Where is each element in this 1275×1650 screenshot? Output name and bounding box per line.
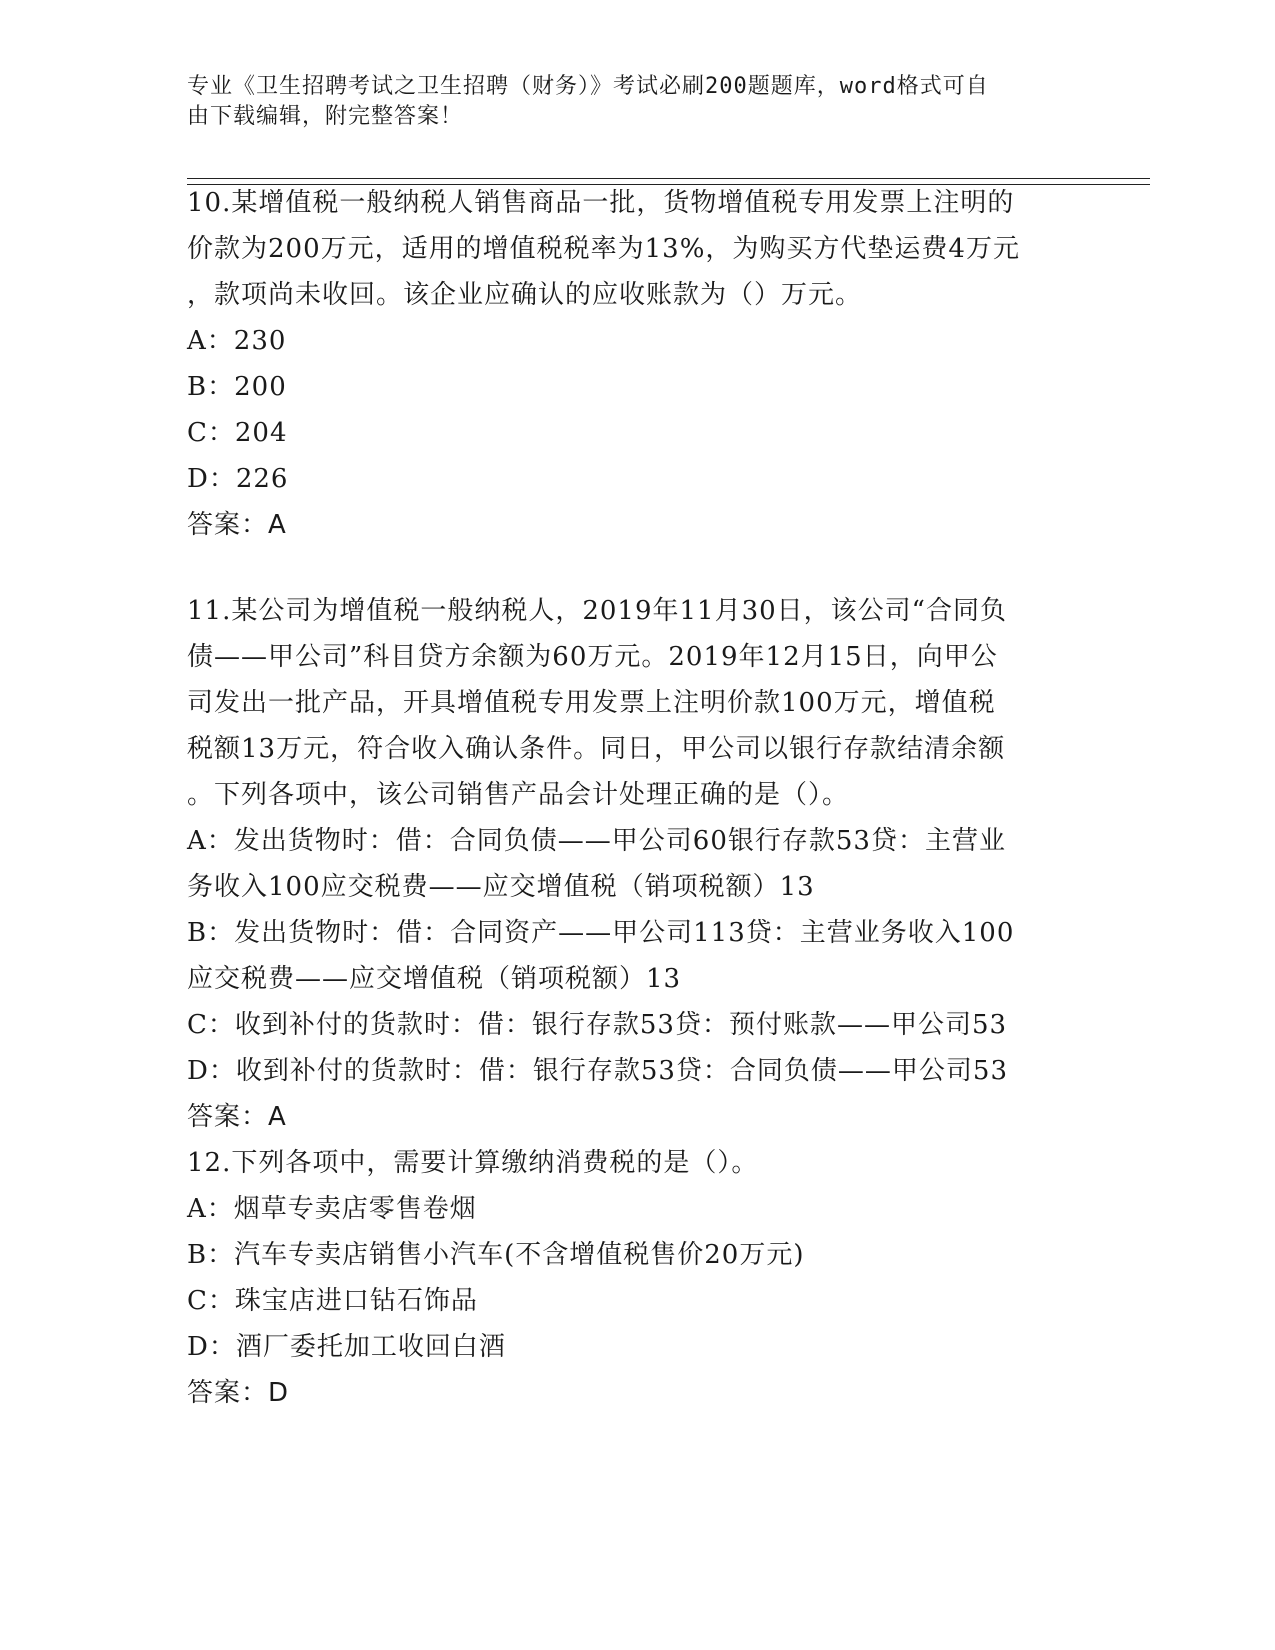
header-title-line-2: 由下载编辑，附完整答案！	[187, 104, 464, 129]
answer-line: 答案：A	[187, 510, 287, 540]
option-a: A：230	[187, 326, 287, 356]
document-header	[187, 72, 1067, 132]
option-c: C：珠宝店进口钻石饰品	[187, 1286, 478, 1316]
header-divider-top	[187, 178, 1150, 179]
header-title-line-1: 专业《卫生招聘考试之卫生招聘（财务）》考试必刷200题题库，word格式可自	[187, 74, 989, 99]
answer-line: 答案：A	[187, 1102, 287, 1132]
option-a: A：烟草专卖店零售卷烟	[187, 1194, 477, 1224]
question-stem-line: 税额13万元，符合收入确认条件。同日，甲公司以银行存款结清余额	[187, 734, 1006, 764]
question-stem-line: 12.下列各项中，需要计算缴纳消费税的是（）。	[187, 1148, 759, 1178]
question-stem-line: 价款为200万元，适用的增值税税率为13%，为购买方代垫运费4万元	[187, 234, 1020, 264]
question-stem-line: 债——甲公司”科目贷方余额为60万元。2019年12月15日，向甲公	[187, 642, 998, 672]
option-a-continued: 务收入100应交税费——应交增值税（销项税额）13	[187, 872, 815, 902]
question-11	[187, 588, 1087, 1140]
option-b: B：汽车专卖店销售小汽车(不含增值税售价20万元)	[187, 1240, 805, 1270]
question-stem-line: 11.某公司为增值税一般纳税人，2019年11月30日，该公司“合同负	[187, 596, 1007, 626]
option-d: D：酒厂委托加工收回白酒	[187, 1332, 506, 1362]
option-c: C：收到补付的货款时：借：银行存款53贷：预付账款——甲公司53	[187, 1010, 1008, 1040]
option-c: C：204	[187, 418, 288, 448]
question-stem-line: 司发出一批产品，开具增值税专用发票上注明价款100万元，增值税	[187, 688, 996, 718]
answer-line: 答案：D	[187, 1378, 290, 1408]
question-stem-line: 。下列各项中，该公司销售产品会计处理正确的是（）。	[187, 780, 850, 810]
option-b: B：发出货物时：借：合同资产——甲公司113贷：主营业务收入100	[187, 918, 1015, 948]
option-b: B：200	[187, 372, 287, 402]
question-stem-line: ，款项尚未收回。该企业应确认的应收账款为（）万元。	[187, 280, 863, 310]
option-d: D：226	[187, 464, 289, 494]
option-a: A：发出货物时：借：合同负债——甲公司60银行存款53贷：主营业	[187, 826, 1006, 856]
question-12	[187, 1140, 1087, 1416]
option-d: D：收到补付的货款时：借：银行存款53贷：合同负债——甲公司53	[187, 1056, 1009, 1086]
option-b-continued: 应交税费——应交增值税（销项税额）13	[187, 964, 682, 994]
question-10	[187, 180, 1087, 548]
question-stem-line: 10.某增值税一般纳税人销售商品一批，货物增值税专用发票上注明的	[187, 188, 1015, 218]
